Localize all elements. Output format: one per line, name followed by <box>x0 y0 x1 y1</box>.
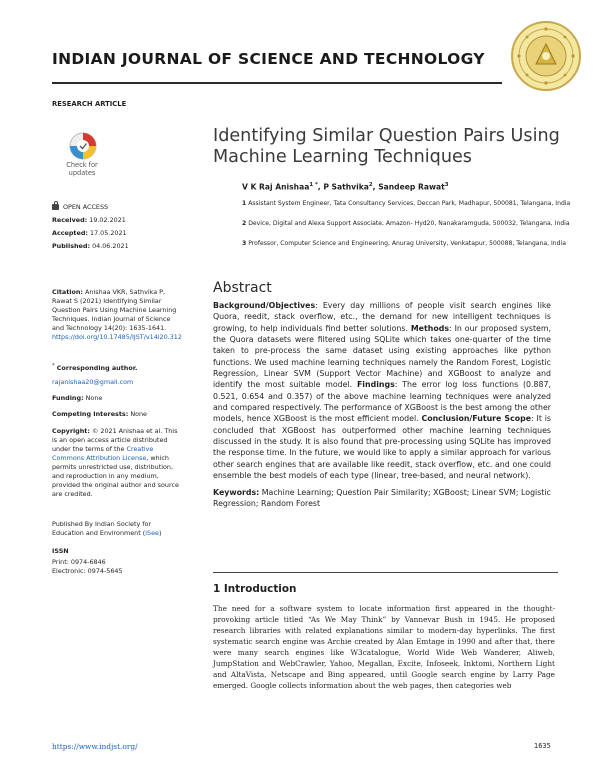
accepted-row <box>52 229 182 238</box>
author-name: V K Raj Anishaa <box>242 182 310 192</box>
author-sup: 3 <box>444 182 449 188</box>
abstract-findings-text: : The error log loss functions (0.887, 0.521, 0.654 and 0.357) of the above machine learning techniques were analyzed and compared respectively. The performance of XGBoost is the best among the other models, hence XGBoost is the most efficient model. <box>213 380 551 424</box>
abstract-rule <box>213 572 558 573</box>
funding-row <box>52 394 182 403</box>
author-name: Sandeep Rawat <box>378 182 445 192</box>
lock-icon <box>52 204 59 210</box>
issn-block <box>52 547 182 576</box>
copyright-block <box>52 427 182 499</box>
issn-print: Print: 0974-6846 <box>52 558 106 566</box>
abstract-conclusion-label: Conclusion/Future Scope <box>421 414 532 424</box>
dates-block <box>52 216 182 251</box>
accepted-date: 17.05.2021 <box>90 229 127 237</box>
citation-label: Citation: <box>52 288 83 296</box>
crossmark-line2: updates <box>68 169 96 177</box>
article-title: Identifying Similar Question Pairs Using Machine Learning Techniques <box>213 126 560 167</box>
published-date: 04.06.2021 <box>92 242 129 250</box>
abstract-methods-label: Methods <box>410 323 450 333</box>
affiliation <box>242 200 572 209</box>
isee-link[interactable]: iSee <box>145 529 159 537</box>
authors: V K Raj Anishaa$^{1 *}$, P Sathvika$^2$, Sandeep Rawat$^3$ <box>242 182 449 192</box>
footer-link[interactable]: https://www.indjst.org/ <box>52 742 138 751</box>
citation-block <box>52 288 182 342</box>
published-label: Published: <box>52 242 91 250</box>
abstract-methods-text: : In our proposed system, the Quora datasets were filtered using SQLite which takes one-quarter of the time taken to pre-process the same dataset using existing approaches like python functions. We used machine learning techniques namely the Random Forest, Logistic Regression, Linear SVM (Support Vector Machine) and XGBoost to analyze and identify the most suitable model. <box>213 323 551 390</box>
received-date: 19.02.2021 <box>89 216 126 224</box>
journal-title: INDIAN JOURNAL OF SCIENCE AND TECHNOLOGY <box>52 50 485 68</box>
header-rule <box>52 82 502 84</box>
license-link[interactable]: Creative Commons Attribution License <box>52 445 154 462</box>
competing-value: None <box>130 410 147 418</box>
abstract-bg-text: : Every day millions of people visit search engines like Quora, reedit, stack overflow, etc., the demand for new intelligent techniques is growing, to help individuals find better solutions. <box>213 301 551 333</box>
page-number: 1635 <box>534 742 551 750</box>
author-sup: 2 <box>368 182 373 188</box>
keywords-label: Keywords: <box>213 487 260 497</box>
abstract-conclusion-text: : It is concluded that XGBoost has outperformed other machine learning techniques discussed in the study. It is also found that pre-processing using SQLite has improved the response time. In the future, we would like to apply a similar approach for various other search engines that are available like reedit, stack overflow, etc. and one could ensemble the best models of each type (linear, tree-based, and neural network). <box>213 414 551 481</box>
open-access <box>52 203 182 212</box>
affiliation-text: Professor, Computer Science and Engineering, Anurag University, Venkatapur, 500088, Telangana, India <box>248 240 566 247</box>
citation-doi-link[interactable]: https://doi.org/10.17485/IJST/v14i20.312 <box>52 333 182 341</box>
abstract-findings-label: Findings <box>356 380 395 390</box>
copyright-label: Copyright: <box>52 427 90 435</box>
corresponding-email[interactable]: rajanishaa20@gmail.com <box>52 378 134 387</box>
copyright-text2: , which permits unrestricted use, distribution, and reproduction in any medium, provided the original author and source are credited. <box>52 454 179 498</box>
crossmark-label[interactable] <box>54 161 110 177</box>
affiliation <box>242 220 572 229</box>
abstract-body <box>213 300 551 509</box>
publisher-text: Published By Indian Society for Education and Environment ( <box>52 520 152 537</box>
affiliation <box>242 240 572 249</box>
intro-heading: 1 Introduction <box>213 583 297 595</box>
intro-body: The need for a software system to locate information first appeared in the thought-provoking article titled “As We May Think” by Vannevar Bush in 1945. He proposed research libraries with related explanations similar to modern-day hyperlinks. The first systematic search engine was Archie created by Alan Emtage in 1990 and after that, there were many search engines like W3catalogue, World Wide Web Wanderer, Aliweb, JumpStation and WebCrawler, Yahoo, Megallan, Excite, Infoseek, Inktomi, Northern Light and AltaVista, Netscape and Bing appeared, until Google search engine by Larry Page emerged. Google collects information about the web pages, then categories web <box>213 604 555 691</box>
received-label: Received: <box>52 216 88 224</box>
crossmark-line1: Check for <box>66 161 98 169</box>
affiliation-text: Assistant System Engineer, Tata Consultancy Services, Deccan Park, Madhapur, 500081, Telangana, India <box>248 200 571 207</box>
accepted-label: Accepted: <box>52 229 88 237</box>
article-type: RESEARCH ARTICLE <box>52 100 127 108</box>
author-name: P Sathvika <box>323 182 369 192</box>
affiliation-text: Device, Digital and Alexa Support Associate, Amazon- Hyd20, Nanakaramguda, 500032, Telangana, India <box>248 220 570 227</box>
publisher-close: ) <box>158 529 162 537</box>
citation-text: Anishaa VKR, Sathvika P, Rawat S (2021) Identifying Similar Question Pairs Using Machine Learning Techniques. Indian Journal of Science and Technology 14(20): 1635-1641. <box>52 288 177 332</box>
corresponding-block: * Corresponding author. rajanishaa20@gmail.com <box>52 362 182 387</box>
funding-value: None <box>85 394 103 402</box>
affiliation-num: 1 <box>242 200 247 207</box>
copyright-text1: © 2021 Anishaa et al. This is an open access article distributed under the terms of the <box>52 427 178 453</box>
keywords-text: Machine Learning; Question Pair Similarity; XGBoost; Linear SVM; Logistic Regression; Random Forest <box>213 487 551 508</box>
abstract-bg-label: Background/Objectives <box>213 301 316 310</box>
publisher-block <box>52 520 182 538</box>
competing-label: Competing Interests: <box>52 410 129 418</box>
author-sup: 1 * <box>309 182 318 188</box>
competing-row <box>52 410 182 419</box>
received-row <box>52 216 182 225</box>
open-access-label: OPEN ACCESS <box>63 203 109 211</box>
affiliation-num: 2 <box>242 220 247 227</box>
issn-electronic: Electronic: 0974-5645 <box>52 567 123 575</box>
issn-label: ISSN <box>52 547 69 555</box>
funding-label: Funding: <box>52 394 84 402</box>
published-row <box>52 242 182 251</box>
abstract-heading: Abstract <box>213 280 272 296</box>
affiliation-num: 3 <box>242 240 247 247</box>
corresponding-label: Corresponding author. <box>56 364 138 373</box>
keywords <box>213 487 551 510</box>
journal-logo <box>510 20 582 92</box>
